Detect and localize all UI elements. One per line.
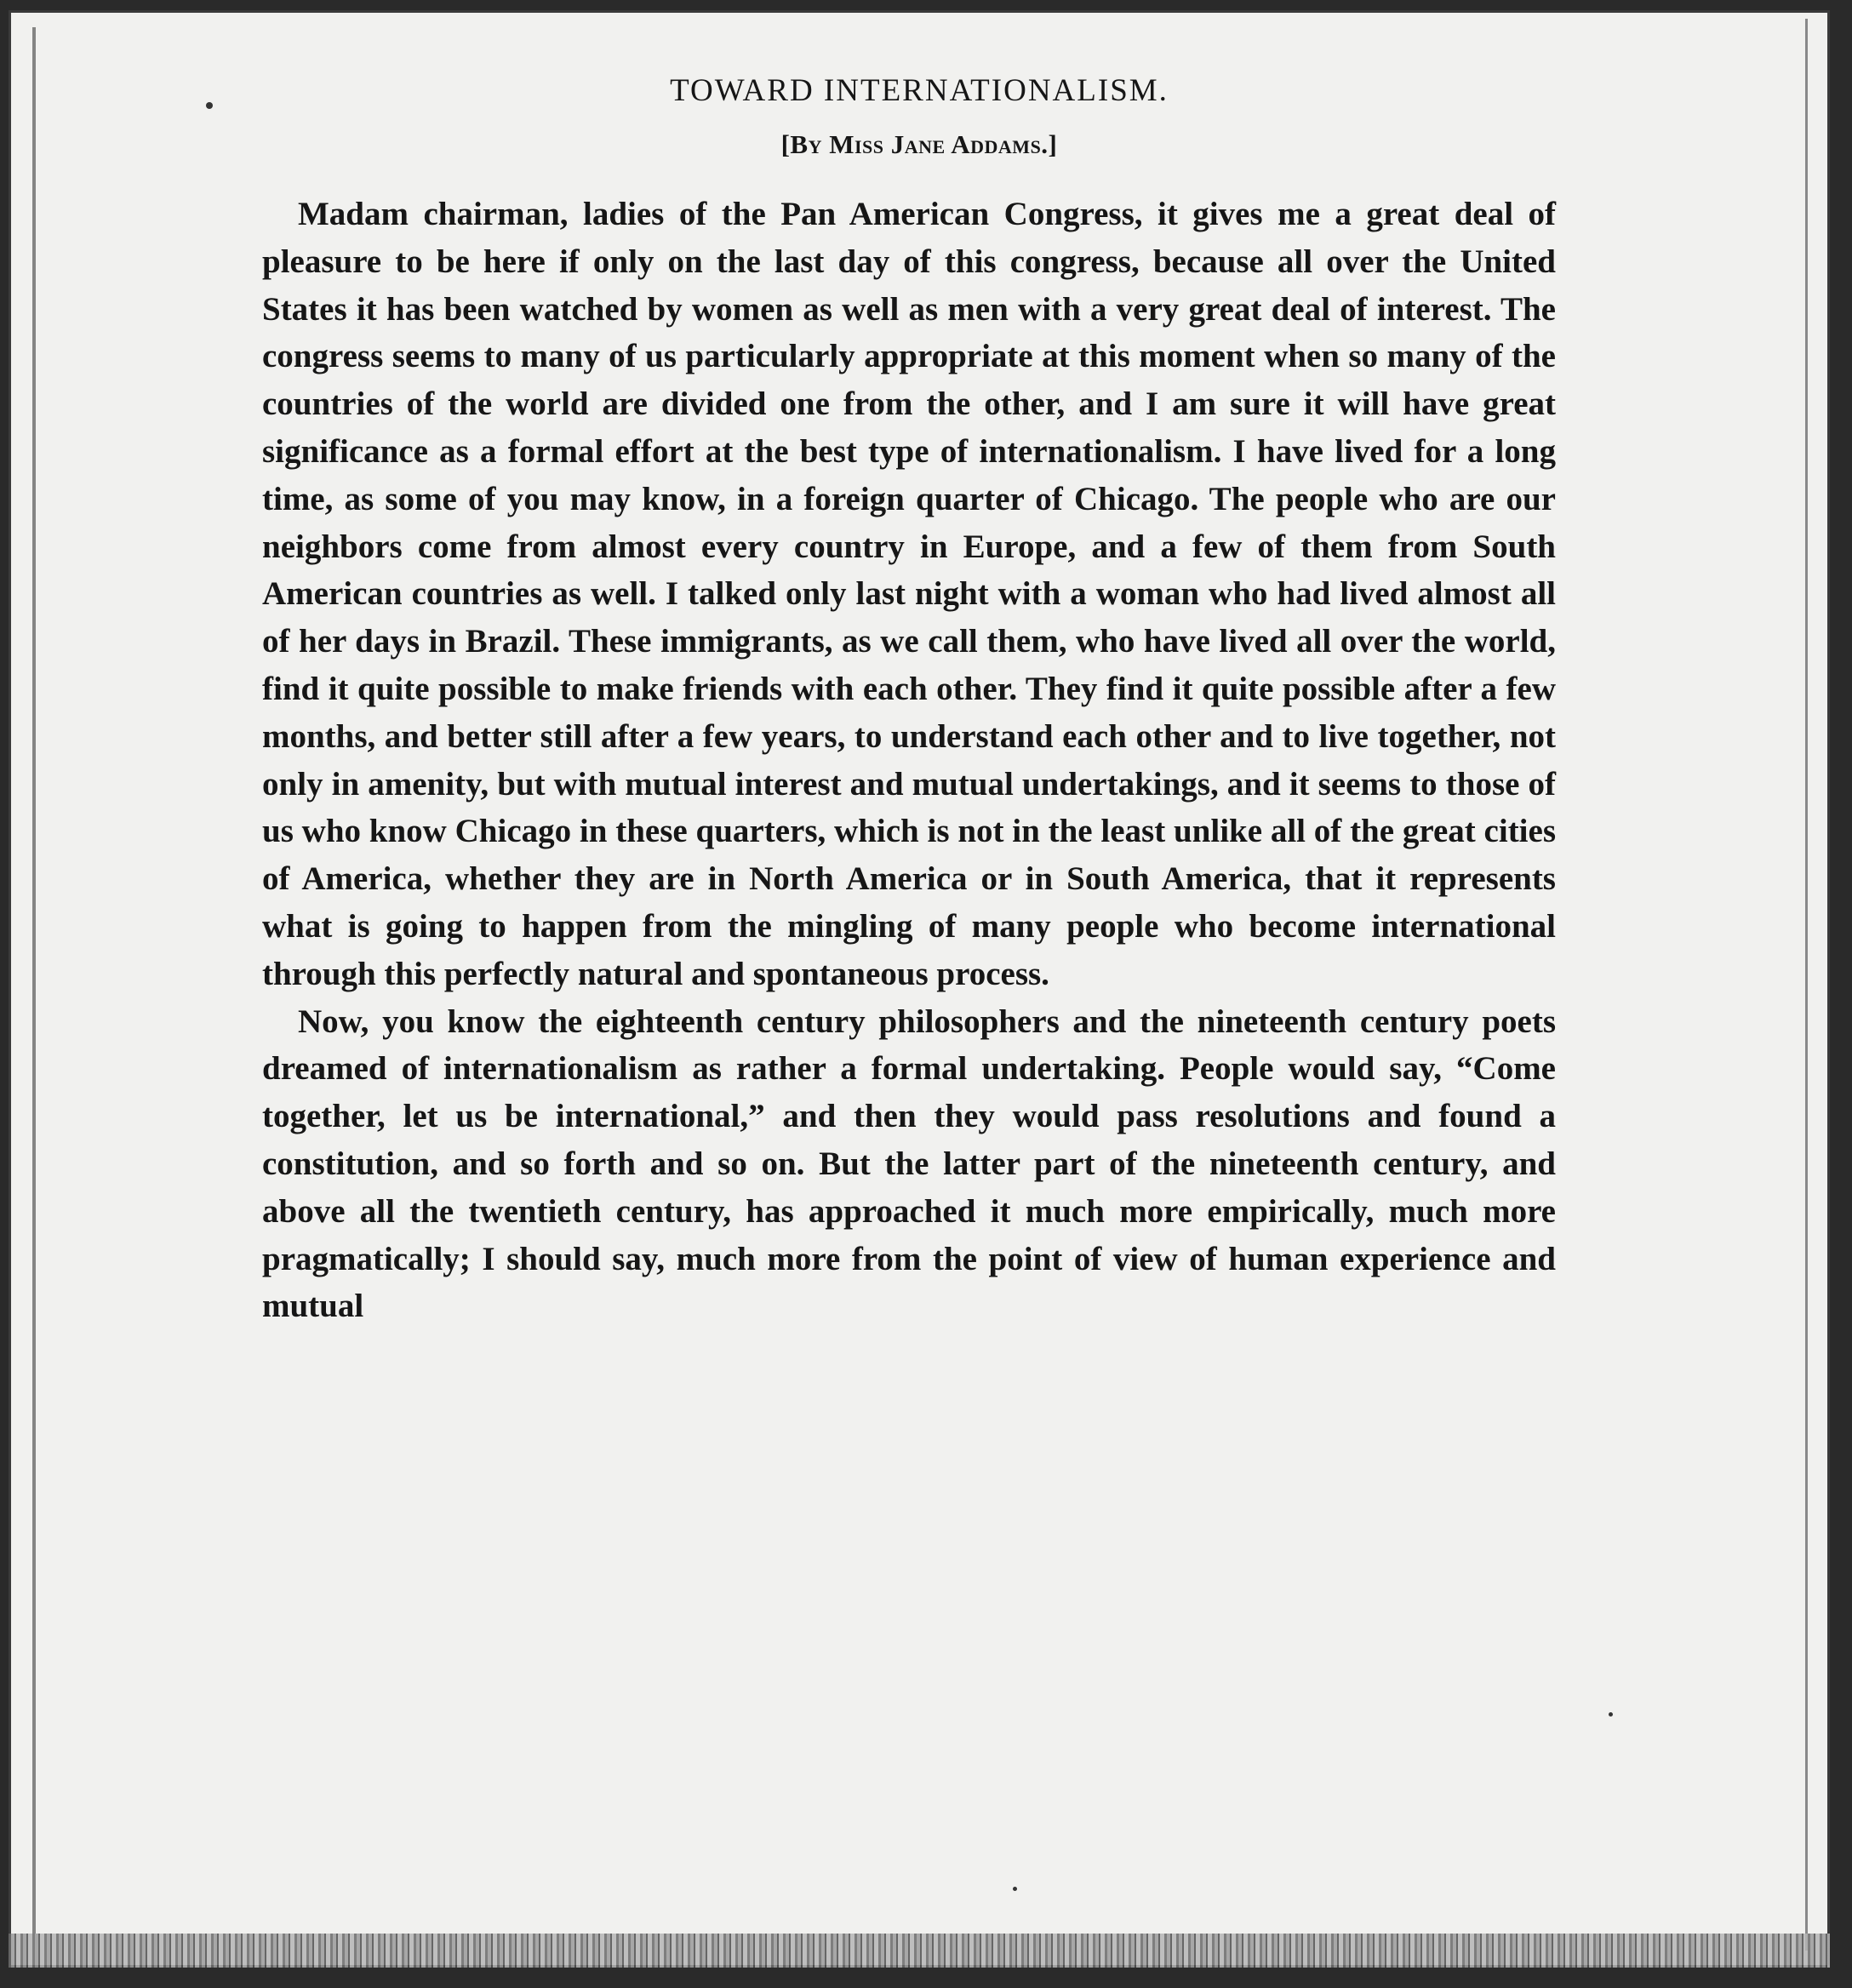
ink-speck: [1013, 1887, 1017, 1891]
author-byline: [By Miss Jane Addams.]: [780, 129, 1058, 159]
body-text: [262, 191, 1556, 1330]
right-margin-rule: [1805, 19, 1808, 1951]
paragraph-2: Now, you know the eighteenth century philosophers and the nineteenth century poets dreamed of internationalism as rather a formal undertaking. People would say, “Come together, let us be international,” and then they would pass resolutions and found a constitution, and so forth and so on. But the latter part of the nineteenth century, and above all the twentieth century, has approached it much more empirically, much more pragmatically; I should say, much more from the point of view of human experience and mutual: [262, 1003, 1556, 1325]
paragraph-1: Madam chairman, ladies of the Pan American Congress, it gives me a great deal of pleasure to be here if only on the last day of this congress, because all over the United States it has been watched by women as well as men with a very great deal of interest. The congress seems to many of us particularly appropriate at this moment when so many of the countries of the world are divided one from the other, and I am sure it will have great significance as a formal effort at the best type of internationalism. I have lived for a long time, as some of you may know, in a foreign quarter of Chicago. The people who are our neighbors come from almost every country in Europe, and a few of them from South American countries as well. I talked only last night with a woman who had lived almost all of her days in Brazil. These immigrants, as we call them, who have lived all over the world, find it quite possible to make friends with each other. They find it quite possible after a few months, and better still after a few years, to understand each other and to live together, not only in amenity, but with mutual interest and mutual undertakings, and it seems to those of us who know Chicago in these quarters, which is not in the least unlike all of the great cities of America, whether they are in North America or in South America, that it represents what is going to happen from the mingling of many people who become international through this perfectly natural and spontaneous process.: [262, 196, 1556, 992]
left-margin-rule: [32, 27, 36, 1934]
document-page: [9, 10, 1830, 1968]
ink-speck: [1609, 1712, 1613, 1717]
scan-edge-band: [9, 1934, 1830, 1968]
document-title: TOWARD INTERNATIONALISM.: [670, 72, 1169, 108]
